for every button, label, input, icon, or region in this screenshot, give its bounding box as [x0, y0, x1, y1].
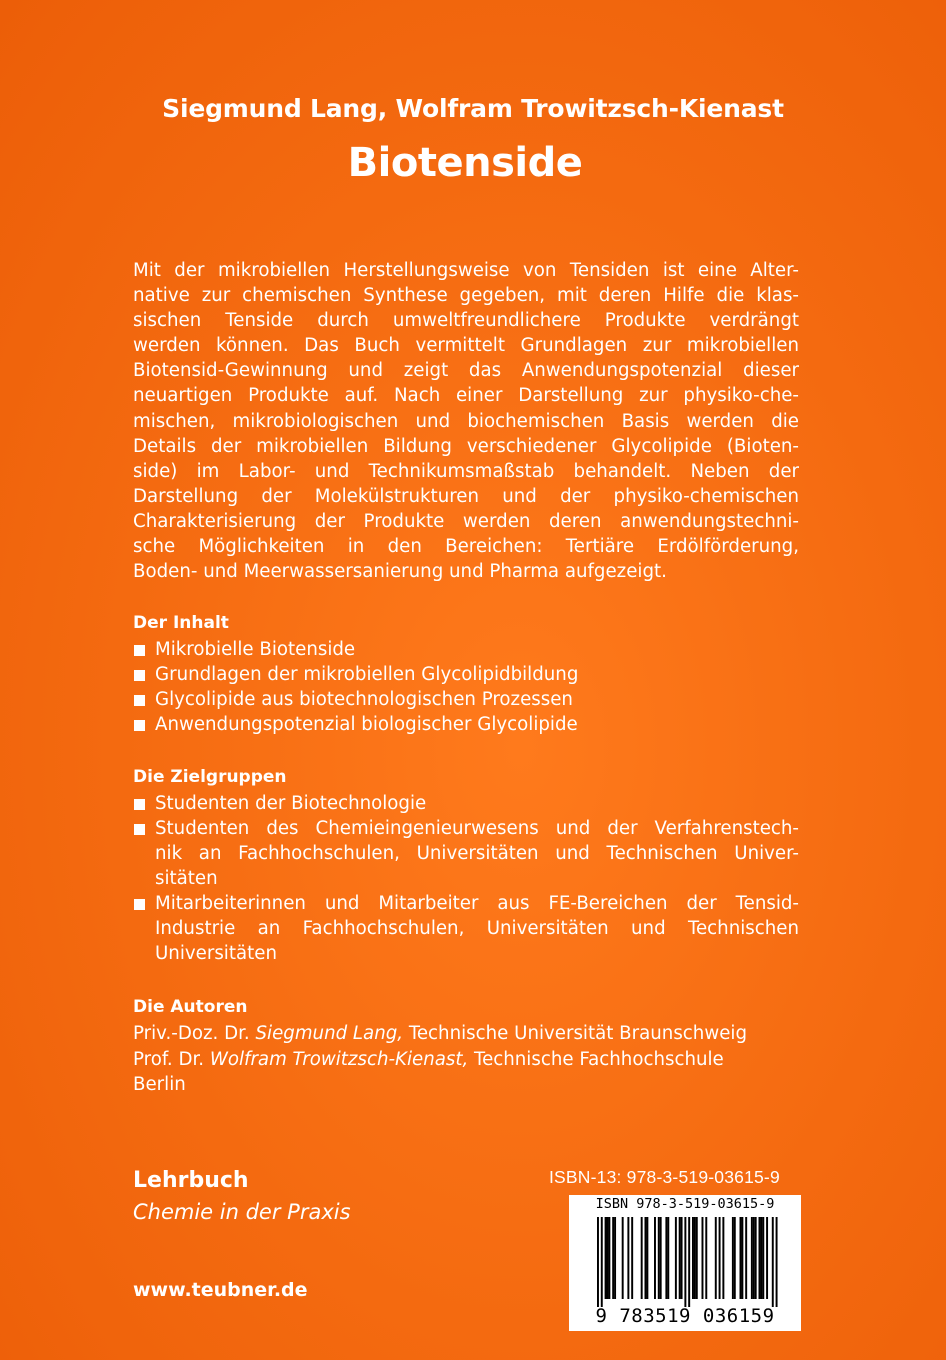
barcode-bar	[762, 1217, 764, 1299]
blurb-line: side) im Labor- und Technikumsmaßstab behandelt. Neben der	[133, 460, 799, 482]
barcode-digits: 9 783519 036159	[595, 1305, 775, 1327]
author-title: Priv.-Doz. Dr.	[133, 1023, 256, 1044]
author-title: Prof. Dr.	[133, 1048, 210, 1070]
square-bullet-icon	[134, 645, 145, 656]
barcode-bar	[751, 1217, 753, 1299]
barcode-bar	[665, 1217, 667, 1299]
list-item-text: Industrie an Fachhochschulen, Universitäten und Technischen	[155, 918, 799, 939]
list-item	[133, 662, 799, 687]
blurb-line: Charakterisierung der Produkte werden deren anwendungstechni-	[133, 510, 799, 532]
square-bullet-icon	[134, 695, 145, 706]
author-name: Wolfram Trowitzsch-Kienast,	[209, 1048, 469, 1070]
barcode-bar	[705, 1217, 707, 1299]
list-item	[133, 687, 799, 712]
author-institution: Technische Fachhochschule	[468, 1048, 724, 1070]
blurb-line: Details der mikrobiellen Bildung verschiedener Glycolipide (Bioten-	[133, 435, 799, 457]
barcode-bar	[605, 1217, 607, 1299]
barcode-bar	[694, 1217, 696, 1299]
barcode-bar	[776, 1217, 778, 1307]
barcode-bar	[614, 1217, 616, 1299]
barcode-box	[569, 1195, 801, 1331]
list-item-text: Glycolipide aus biotechnologischen Prozessen	[155, 689, 573, 710]
blurb-line: sischen Tenside durch umweltfreundlichere Produkte verdrängt	[133, 310, 799, 332]
series-label: Lehrbuch	[133, 1168, 249, 1193]
list-item	[133, 816, 799, 891]
barcode-bar	[692, 1217, 694, 1299]
blurb	[133, 258, 799, 584]
barcode-bar	[722, 1217, 724, 1299]
barcode-bar	[702, 1217, 704, 1299]
list-item-text: Grundlagen der mikrobiellen Glycolipidbildung	[155, 664, 579, 685]
barcode-bar	[681, 1217, 683, 1299]
barcode-bar	[734, 1217, 736, 1299]
barcode-isbn-text: ISBN 978-3-519-03615-9	[595, 1196, 775, 1212]
barcode-bar	[741, 1217, 743, 1299]
author-institution: Technische Universität Braunschweig	[403, 1023, 747, 1044]
barcode-bar	[597, 1217, 599, 1307]
section-heading: Die Zielgruppen	[133, 767, 287, 787]
list-item-text: nik an Fachhochschulen, Universitäten und Technischen Univer-	[155, 843, 799, 864]
section-heading: Die Autoren	[133, 997, 248, 1017]
barcode-bar	[654, 1217, 656, 1299]
barcode-bar	[732, 1217, 734, 1299]
series-name: Chemie in der Praxis	[133, 1200, 351, 1224]
barcode-bar	[631, 1217, 633, 1299]
barcode-bar	[641, 1217, 643, 1299]
square-bullet-icon	[134, 824, 145, 835]
barcode-bar	[608, 1217, 610, 1299]
barcode-bar	[688, 1217, 690, 1307]
barcode-bar	[719, 1217, 721, 1299]
author-city: Berlin	[133, 1074, 186, 1095]
barcode-bar	[772, 1217, 774, 1307]
barcode-bar	[745, 1217, 747, 1299]
blurb-line: Mit der mikrobiellen Herstellungsweise von Tensiden ist eine Alter-	[133, 260, 799, 281]
publisher-website: www.teubner.de	[133, 1279, 308, 1301]
barcode-bar	[646, 1217, 648, 1299]
barcode-bar	[667, 1217, 669, 1299]
barcode-bar	[622, 1217, 624, 1299]
barcode-bar	[675, 1217, 677, 1299]
barcode-bar	[760, 1217, 762, 1299]
book-title: Biotenside	[347, 140, 583, 186]
list-item-text: Studenten der Biotechnologie	[155, 793, 427, 814]
barcode-bar	[715, 1217, 717, 1299]
barcode-bar	[660, 1217, 662, 1299]
barcode-icon	[581, 1217, 789, 1307]
barcode-bar	[607, 1217, 609, 1299]
square-bullet-icon	[134, 799, 145, 810]
author-entry	[133, 1047, 799, 1073]
barcode-bar	[612, 1217, 614, 1299]
square-bullet-icon	[134, 670, 145, 681]
section-autoren	[133, 996, 799, 1098]
barcode-bar	[679, 1217, 681, 1299]
list-item-text: Mitarbeiterinnen und Mitarbeiter aus FE-Bereichen der Tensid-	[155, 893, 799, 914]
list-item-text: sitäten	[155, 868, 218, 889]
barcode-bar	[601, 1217, 603, 1307]
barcode-bar	[740, 1217, 742, 1299]
blurb-line: Boden- und Meerwassersanierung und Pharma aufgezeigt.	[133, 561, 667, 583]
barcode-bar	[627, 1217, 629, 1299]
barcode-bar	[658, 1217, 660, 1299]
author-name: Siegmund Lang,	[255, 1023, 404, 1044]
square-bullet-icon	[134, 899, 145, 910]
section-zielgruppen	[133, 766, 799, 966]
blurb-line: sche Möglichkeiten in den Bereichen: Tertiäre Erdölförderung,	[133, 536, 799, 558]
barcode-bar	[766, 1217, 768, 1299]
list-item-text: Anwendungspotenzial biologischer Glycolipide	[155, 714, 578, 735]
list-item	[133, 712, 799, 737]
list-item-text: Universitäten	[155, 943, 277, 964]
section-heading: Der Inhalt	[133, 613, 229, 633]
barcode-bar	[753, 1217, 755, 1299]
barcode-bar	[684, 1217, 686, 1307]
barcode-bar	[755, 1217, 757, 1299]
list-item	[133, 891, 799, 966]
blurb-line: Darstellung der Molekülstrukturen und der physiko-chemischen	[133, 485, 799, 507]
blurb-line: native zur chemischen Synthese gegeben, mit deren Hilfe die klas-	[133, 285, 799, 307]
isbn-label: ISBN-13: 978-3-519-03615-9	[549, 1167, 780, 1187]
barcode-bar	[645, 1217, 647, 1299]
author-entry	[133, 1021, 799, 1047]
blurb-line: mischen, mikrobiologischen und biochemischen Basis werden die	[133, 410, 799, 432]
list-item	[133, 637, 799, 662]
section-inhalt	[133, 612, 799, 737]
list-item	[133, 791, 799, 816]
square-bullet-icon	[134, 720, 145, 731]
blurb-line: neuartigen Produkte auf. Nach einer Darstellung zur physiko-che-	[133, 385, 799, 407]
blurb-line: werden können. Das Buch vermittelt Grundlagen zur mikrobiellen	[133, 335, 799, 357]
list-item-text: Mikrobielle Biotenside	[155, 639, 356, 660]
list-item-text: Studenten des Chemieingenieurwesens und der Verfahrenstech-	[155, 818, 799, 839]
blurb-line: Biotensid-Gewinnung und zeigt das Anwendungspotenzial dieser	[133, 360, 799, 382]
barcode-bar	[759, 1217, 761, 1299]
barcode-bar	[696, 1217, 698, 1299]
authors: Siegmund Lang, Wolfram Trowitzsch-Kienast	[162, 94, 784, 123]
